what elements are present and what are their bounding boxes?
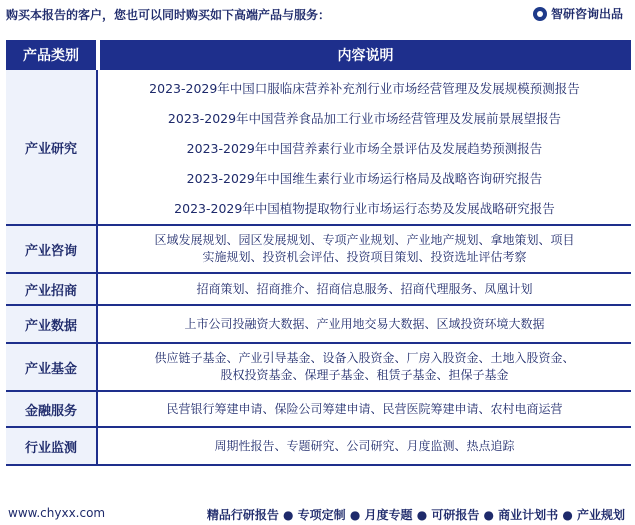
category-cell: 产业数据 (6, 306, 98, 342)
category-research: 产业研究 (6, 70, 98, 224)
report-link[interactable]: 2023-2029年中国营养素行业市场全景评估及发展趋势预测报告 (186, 140, 543, 156)
brand-name: 智研咨询出品 (550, 7, 623, 21)
table-row (6, 274, 631, 306)
category-cell: 产业基金 (6, 344, 98, 390)
website-url[interactable]: www.chyxx.com (8, 506, 106, 520)
content-cell (98, 392, 631, 426)
header-category: 产品类别 (6, 40, 96, 70)
brand-logo-icon (533, 7, 547, 21)
content-line: 股权投资基金、保理子基金、租赁子基金、担保子基金 (220, 368, 509, 382)
table-row (6, 226, 631, 274)
table-header (6, 40, 631, 70)
content-line: 招商策划、招商推介、招商信息服务、招商代理服务、凤凰计划 (196, 281, 533, 296)
table-row (6, 306, 631, 344)
content-cell (98, 274, 631, 304)
report-link[interactable]: 2023-2029年中国植物提取物行业市场运行态势及发展战略研究报告 (174, 200, 555, 216)
content-line: 实施规划、投资机会评估、投资项目策划、投资选址评估考察 (202, 250, 527, 264)
product-table (6, 40, 631, 466)
header (0, 0, 635, 28)
table-row (6, 392, 631, 428)
report-link[interactable]: 2023-2029年中国口服临床营养补充剂行业市场经营管理及发展规模预测报告 (149, 80, 580, 96)
content-cell (98, 306, 631, 342)
content-cell (98, 344, 631, 390)
report-link[interactable]: 2023-2029年中国维生素行业市场运行格局及战略咨询研究报告 (186, 170, 543, 186)
category-cell: 金融服务 (6, 392, 98, 426)
category-cell: 产业招商 (6, 274, 98, 304)
brand (533, 5, 623, 22)
content-line: 上市公司投融资大数据、产业用地交易大数据、区域投资环境大数据 (184, 316, 545, 331)
content-line: 周期性报告、专题研究、公司研究、月度监测、热点追踪 (214, 438, 515, 453)
report-link[interactable]: 2023-2029年中国营养食品加工行业市场经营管理及发展前景展望报告 (167, 110, 562, 126)
intro-text: 购买本报告的客户，您也可以同时购买如下高端产品与服务： (6, 8, 331, 22)
category-cell: 产业咨询 (6, 226, 98, 272)
content-line: 供应链子基金、产业引导基金、设备入股资金、厂房入股资金、土地入股资金、 (154, 351, 575, 365)
table-row (6, 344, 631, 392)
content-cell (98, 226, 631, 272)
content-line: 区域发展规划、园区发展规划、专项产业规划、产业地产规划、拿地策划、项目 (154, 233, 575, 247)
footer (0, 502, 635, 525)
content-line: 民营银行筹建申请、保险公司筹建申请、民营医院筹建申请、农村电商运营 (166, 401, 563, 416)
footer-services: 精品行研报告 ● 专项定制 ● 月度专题 ● 可研报告 ● 商业计划书 ● 产业规划 (206, 508, 625, 522)
table-row-research (6, 70, 631, 226)
research-reports (98, 70, 631, 224)
header-content: 内容说明 (100, 40, 631, 70)
category-cell: 行业监测 (6, 428, 98, 464)
content-cell (98, 428, 631, 464)
table-row (6, 428, 631, 466)
